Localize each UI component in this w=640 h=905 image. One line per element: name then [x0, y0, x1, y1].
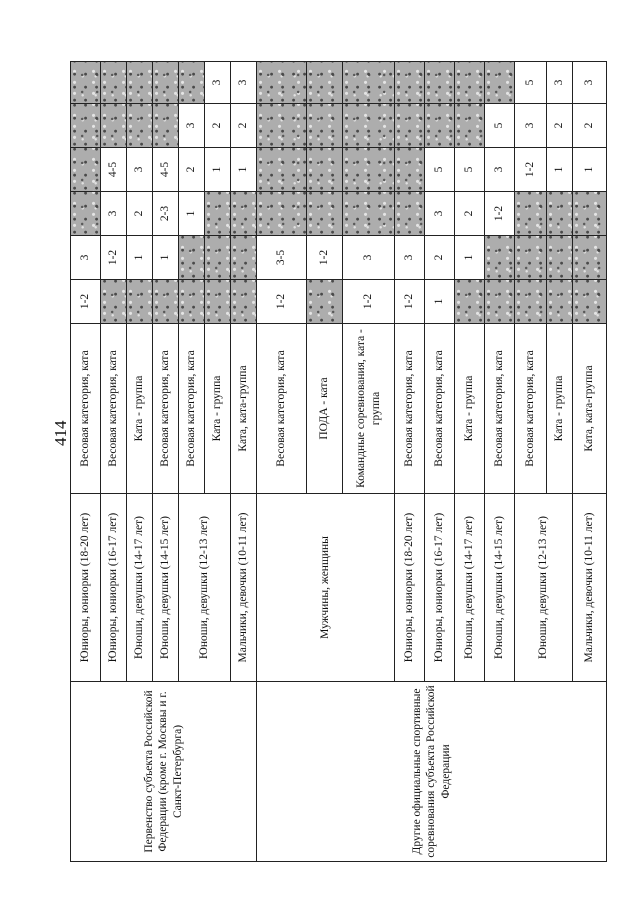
table-cell: 1-2	[307, 236, 343, 280]
shaded-cell	[101, 104, 127, 148]
table-cell: Мужчины, женщины	[257, 494, 395, 682]
table-cell: 1	[425, 280, 455, 324]
table-cell: 3	[573, 62, 607, 104]
shaded-cell	[425, 104, 455, 148]
shaded-cell	[153, 280, 179, 324]
shaded-cell	[231, 192, 257, 236]
shaded-cell	[395, 148, 425, 192]
table-cell: Ката - группа	[547, 324, 573, 494]
table-cell: Юноши, девушки (12-13 лет)	[179, 494, 231, 682]
shaded-cell	[257, 104, 307, 148]
table-cell: 1	[455, 236, 485, 280]
table-cell: Весовая категория, ката	[179, 324, 205, 494]
shaded-cell	[127, 62, 153, 104]
table-cell: Мальчики, девочки (10-11 лет)	[231, 494, 257, 682]
shaded-cell	[231, 236, 257, 280]
shaded-cell	[573, 236, 607, 280]
table-cell: 3	[395, 236, 425, 280]
shaded-cell	[127, 280, 153, 324]
table-cell: Ката - группа	[127, 324, 153, 494]
table-cell: 4-5	[153, 148, 179, 192]
table-cell: 2	[425, 236, 455, 280]
shaded-cell	[179, 62, 205, 104]
table-cell: Командные соревнования, ката - группа	[343, 324, 395, 494]
table-cell: Юноши, девушки (14-17 лет)	[455, 494, 485, 682]
shaded-cell	[485, 236, 515, 280]
table-cell: Весовая категория, ката	[153, 324, 179, 494]
table-cell: 1-2	[71, 280, 101, 324]
table-cell: 5	[485, 104, 515, 148]
table-cell: 3	[425, 192, 455, 236]
shaded-cell	[71, 62, 101, 104]
table-cell: 3	[101, 192, 127, 236]
shaded-cell	[485, 280, 515, 324]
shaded-cell	[71, 192, 101, 236]
shaded-cell	[153, 104, 179, 148]
shaded-cell	[395, 62, 425, 104]
table-cell: Весовая категория, ката	[515, 324, 547, 494]
shaded-cell	[343, 192, 395, 236]
shaded-cell	[257, 148, 307, 192]
table-cell: Юноши, девушки (14-17 лет)	[127, 494, 153, 682]
table-cell: 2	[573, 104, 607, 148]
table-cell: 1-2	[395, 280, 425, 324]
page-number: 414	[51, 420, 70, 446]
table-row	[71, 62, 101, 862]
table-cell: 1	[205, 148, 231, 192]
table-cell: 1-2	[101, 236, 127, 280]
table-cell: 1	[153, 236, 179, 280]
table-cell: 1	[231, 148, 257, 192]
shaded-cell	[515, 192, 547, 236]
table-cell: 1-2	[343, 280, 395, 324]
shaded-cell	[343, 104, 395, 148]
rotated-table-container	[70, 62, 606, 862]
table-cell: 2	[547, 104, 573, 148]
shaded-cell	[307, 104, 343, 148]
table-cell: Весовая категория, ката	[425, 324, 455, 494]
table-cell: 3	[205, 62, 231, 104]
shaded-cell	[205, 236, 231, 280]
table-cell: Весовая категория, ката	[485, 324, 515, 494]
shaded-cell	[395, 192, 425, 236]
table-cell: 5	[515, 62, 547, 104]
shaded-cell	[425, 62, 455, 104]
table-cell: 1-2	[485, 192, 515, 236]
shaded-cell	[179, 236, 205, 280]
table-cell: Весовая категория, ката	[257, 324, 307, 494]
table-cell: Юниоры, юниорки (16-17 лет)	[425, 494, 455, 682]
table-cell: 3	[343, 236, 395, 280]
table-cell: 3	[71, 236, 101, 280]
table-cell: 3	[485, 148, 515, 192]
table-cell: Ката - группа	[455, 324, 485, 494]
shaded-cell	[485, 62, 515, 104]
shaded-cell	[573, 192, 607, 236]
table-cell: 2	[455, 192, 485, 236]
table-cell: 2	[205, 104, 231, 148]
table-cell: 2	[231, 104, 257, 148]
shaded-cell	[101, 280, 127, 324]
shaded-cell	[257, 62, 307, 104]
table-cell: Юноши, девушки (14-15 лет)	[153, 494, 179, 682]
shaded-cell	[101, 62, 127, 104]
table-cell: Весовая категория, ката	[101, 324, 127, 494]
shaded-cell	[455, 280, 485, 324]
table-cell: 3	[231, 62, 257, 104]
shaded-cell	[515, 280, 547, 324]
table-cell: 3	[127, 148, 153, 192]
table-cell: Ката, ката-группа	[231, 324, 257, 494]
shaded-cell	[515, 236, 547, 280]
shaded-cell	[71, 148, 101, 192]
table-cell: 2	[179, 148, 205, 192]
table-cell: Юниоры, юниорки (16-17 лет)	[101, 494, 127, 682]
table-cell: Юниоры, юниорки (18-20 лет)	[71, 494, 101, 682]
table-cell: 3	[515, 104, 547, 148]
table-cell: Юноши, девушки (12-13 лет)	[515, 494, 573, 682]
shaded-cell	[231, 280, 257, 324]
table-cell: 2	[127, 192, 153, 236]
shaded-cell	[205, 192, 231, 236]
table-cell: 5	[425, 148, 455, 192]
shaded-cell	[179, 280, 205, 324]
results-table	[70, 61, 607, 862]
table-cell: 1	[127, 236, 153, 280]
shaded-cell	[455, 62, 485, 104]
shaded-cell	[547, 236, 573, 280]
shaded-cell	[153, 62, 179, 104]
table-cell: Весовая категория, ката	[395, 324, 425, 494]
table-cell: 1	[573, 148, 607, 192]
shaded-cell	[257, 192, 307, 236]
table-cell: Мальчики, девочки (10-11 лет)	[573, 494, 607, 682]
table-cell: Юноши, девушки (14-15 лет)	[485, 494, 515, 682]
table-cell: 1-2	[257, 280, 307, 324]
shaded-cell	[307, 192, 343, 236]
table-cell: 2-3	[153, 192, 179, 236]
table-cell: Ката - группа	[205, 324, 231, 494]
table-cell: Первенство субъекта Российской Федерации (кроме г. Москвы и г. Санкт-Петербурга)	[71, 682, 257, 862]
shaded-cell	[307, 62, 343, 104]
shaded-cell	[395, 104, 425, 148]
shaded-cell	[71, 104, 101, 148]
table-cell: Другие официальные спортивные соревнования субъекта Российской Федерации	[257, 682, 607, 862]
shaded-cell	[307, 280, 343, 324]
shaded-cell	[307, 148, 343, 192]
table-body	[71, 62, 607, 862]
shaded-cell	[547, 280, 573, 324]
shaded-cell	[343, 62, 395, 104]
table-cell: 3-5	[257, 236, 307, 280]
shaded-cell	[343, 148, 395, 192]
table-cell: 3	[179, 104, 205, 148]
table-cell: ПОДА - ката	[307, 324, 343, 494]
shaded-cell	[205, 280, 231, 324]
table-cell: 1	[179, 192, 205, 236]
table-cell: 1-2	[515, 148, 547, 192]
table-cell: Ката, ката-группа	[573, 324, 607, 494]
table-cell: 1	[547, 148, 573, 192]
shaded-cell	[455, 104, 485, 148]
table-cell: 4-5	[101, 148, 127, 192]
shaded-cell	[573, 280, 607, 324]
table-row	[257, 62, 307, 862]
table-cell: 5	[455, 148, 485, 192]
shaded-cell	[547, 192, 573, 236]
shaded-cell	[127, 104, 153, 148]
table-cell: Юниоры, юниорки (18-20 лет)	[395, 494, 425, 682]
table-cell: 3	[547, 62, 573, 104]
table-cell: Весовая категория, ката	[71, 324, 101, 494]
